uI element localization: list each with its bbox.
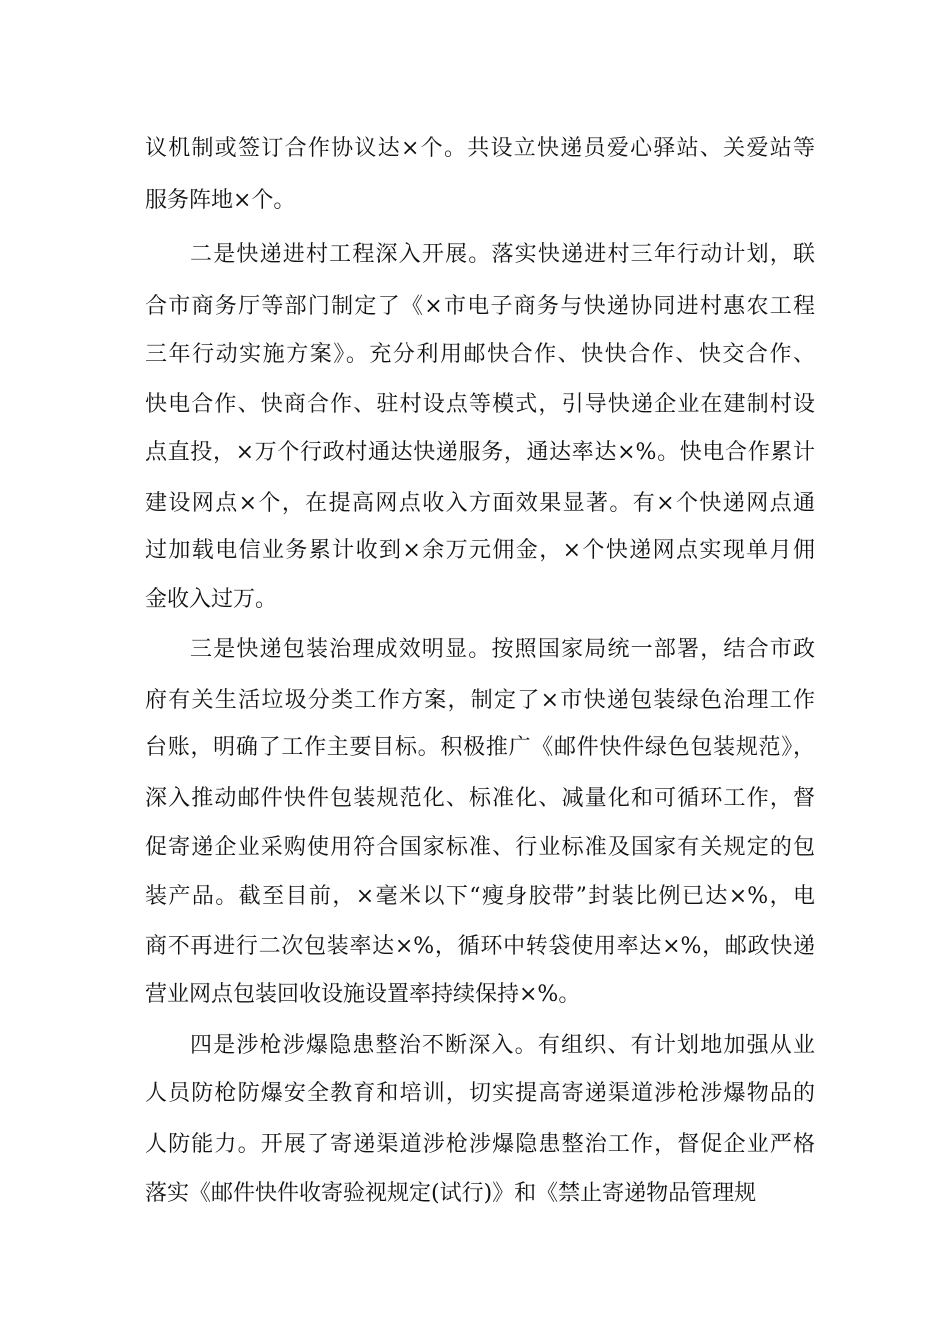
text-line: 金收入过万。 [145,587,278,612]
text-line: 促寄递企业采购使用符合国家标准、行业标准及国家有关规定的包 [145,835,815,860]
paragraph-start-line: 三是快递包装治理成效明显。按照国家局统一部署，结合市政 [190,637,815,662]
paragraph-start-line: 二是快递进村工程深入开展。落实快递进村三年行动计划，联 [190,242,815,267]
text-line: 府有关生活垃圾分类工作方案，制定了×市快递包装绿色治理工作 [145,688,815,713]
text-line: 人防能力。开展了寄递渠道涉枪涉爆隐患整治工作，督促企业严格 [145,1132,815,1157]
text-line: 台账，明确了工作主要目标。积极推广《邮件快件绿色包装规范》， [145,735,815,760]
paragraph-start-line: 四是涉枪涉爆隐患整治不断深入。有组织、有计划地加强从业 [190,1033,815,1058]
text-line: 议机制或签订合作协议达×个。共设立快递员爱心驿站、关爱站等 [145,136,815,161]
text-line: 服务阵地×个。 [145,188,296,213]
text-line: 人员防枪防爆安全教育和培训，切实提高寄递渠道涉枪涉爆物品的 [145,1081,815,1106]
text-line: 过加载电信业务累计收到×余万元佣金，×个快递网点实现单月佣 [145,538,815,563]
text-line: 营业网点包装回收设施设置率持续保持×%。 [145,982,581,1007]
text-line: 建设网点×个，在提高网点收入方面效果显著。有×个快递网点通 [145,491,815,516]
text-line: 装产品。截至目前，×毫米以下“瘦身胶带”封装比例已达×%，电 [145,884,815,909]
text-line: 商不再进行二次包装率达×%，循环中转袋使用率达×%，邮政快递 [145,934,815,959]
text-line: 快电合作、快商合作、驻村设点等模式，引导快递企业在建制村设 [145,392,815,417]
text-line: 合市商务厅等部门制定了《×市电子商务与快递协同进村惠农工程 [145,294,815,319]
text-line: 落实《邮件快件收寄验视规定(试行)》和《禁止寄递物品管理规 [145,1181,757,1206]
text-line: 三年行动实施方案》。充分利用邮快合作、快快合作、快交合作、 [145,342,815,367]
text-line: 深入推动邮件快件包装规范化、标准化、减量化和可循环工作，督 [145,786,815,811]
text-line: 点直投，×万个行政村通达快递服务，通达率达×%。快电合作累计 [145,440,815,465]
